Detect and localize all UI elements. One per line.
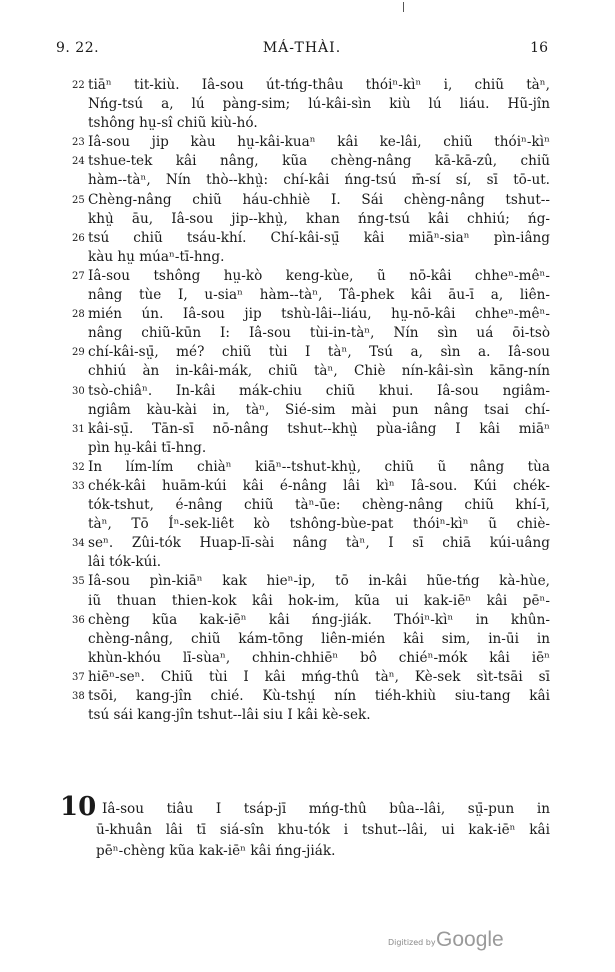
verse-number: 32 <box>72 461 85 473</box>
line-text: seⁿ. Zûi-tók Huap-lī-sài nâng tàⁿ, I sī chiā kúi-uâng <box>88 535 550 552</box>
digitized-label: Digitized by <box>388 938 436 947</box>
text-line <box>0 343 615 362</box>
text-line <box>0 534 615 553</box>
text-line <box>0 95 615 114</box>
verse-number: 28 <box>72 309 85 321</box>
line-text: kàu hṳ múaⁿ-tī-hng. <box>88 248 225 265</box>
line-text: hàm--tàⁿ, Nín thò--khṳ̀: chí-kâi ńng-tsú m̄-sí sí, sī tō-ut. <box>88 172 550 189</box>
line-text: Nńg-tsú a, lú pàng-sim; lú-kâi-sìn kiù lú liáu. Hũ-jîn <box>88 96 550 113</box>
scan-mark <box>403 2 404 12</box>
text-line <box>0 649 615 668</box>
text-line <box>0 592 615 611</box>
line-text: lâi tók-kúi. <box>88 554 162 571</box>
chapter-number: 10 <box>60 792 97 822</box>
verse-number: 24 <box>72 156 85 168</box>
verse-number: 23 <box>72 137 85 149</box>
line-text: khṳ̀ āu, Iâ-sou jip--khṳ̀, khan ńng-tsú kâi chhiú; ńg- <box>88 210 550 227</box>
text-line <box>0 324 615 343</box>
text-line <box>0 630 615 649</box>
line-text: tiāⁿ tit-kiù. Iâ-sou út-tńg-thâu thóiⁿ-kìⁿ i, chiũ tàⁿ, <box>88 77 550 93</box>
verse-number: 31 <box>72 423 85 435</box>
line-text: tshông hṳ-sî chiũ kiù-hó. <box>88 115 258 132</box>
line-text: nâng chiũ-kūn I: Iâ-sou tùi-in-tàⁿ, Nín sìn uá ōi-tsò <box>88 325 550 342</box>
chapter-line: Iâ-sou tiâu I tsáp-jī mńg-thû bûa--lâi, sṳ̄-pun in <box>102 801 550 817</box>
book-title: MÁ-THÀI. <box>262 40 342 56</box>
line-text: In lím-lím chiàⁿ kiāⁿ--tshut-khṳ̀, chiũ ũ nâng tùa <box>88 458 550 475</box>
line-text: chèng kũa kak-iēⁿ kâi ńng-jiák. Thóiⁿ-kìⁿ in khûn- <box>88 611 550 628</box>
line-text: tsò-chiâⁿ. In-kâi mák-chiu chiũ khui. Iâ-sou ngiâm- <box>88 382 550 399</box>
text-line <box>0 439 615 458</box>
verse-number: 36 <box>72 614 85 626</box>
text-line <box>0 572 615 591</box>
line-text: iũ thuan thien-kok kâi hok-im, kũa ui kak-iēⁿ kâi pēⁿ- <box>88 592 550 609</box>
text-line <box>0 382 615 401</box>
line-text: chék-kâi huām-kúi kâi é-nâng lâi kìⁿ Iâ-sou. Kúi chék- <box>88 477 550 494</box>
text-line <box>0 477 615 496</box>
text-line <box>0 362 615 381</box>
text-line <box>0 420 615 439</box>
text-line <box>0 668 615 687</box>
line-text: kâi-sṳ̄. Tān-sī nō-nâng tshut--khṳ̀ pùa-iâng I kâi miāⁿ <box>88 420 550 437</box>
verse-number: 30 <box>72 385 85 397</box>
text-line <box>0 305 615 324</box>
google-logo: Google <box>436 928 504 951</box>
chapter-line: pēⁿ-chèng kũa kak-iēⁿ kâi ńng-jiák. <box>96 843 336 859</box>
text-line <box>0 171 615 190</box>
verse-number: 25 <box>72 194 85 206</box>
text-line <box>0 114 615 133</box>
verse-number: 38 <box>72 691 85 702</box>
text-line <box>0 687 615 706</box>
text-line <box>0 248 615 267</box>
line-text: tsōi, kang-jîn chié. Kù-tshṳ́ nín tiéh-khiù siu-tang kâi <box>88 688 550 704</box>
verse-number: 22 <box>72 80 85 91</box>
line-text: khùn-khóu lī-sùaⁿ, chhin-chhiēⁿ bô chiéⁿ-mók kâi iēⁿ <box>88 649 550 666</box>
text-line <box>0 458 615 477</box>
verse-text <box>0 76 615 725</box>
chapter-verse-ref: 9. 22. <box>56 40 100 56</box>
text-line <box>0 267 615 286</box>
line-text: Iâ-sou pìn-kiāⁿ kak hieⁿ-ip, tō in-kâi hũe-tńg kà-hùe, <box>88 573 550 590</box>
line-text: tsú chiũ tsáu-khí. Chí-kâi-sṳ̄ kâi miāⁿ-siaⁿ pìn-iâng <box>88 229 550 246</box>
line-text: Iâ-sou jip kàu hṳ-kâi-kuaⁿ kâi ke-lâi, chiũ thóiⁿ-kìⁿ <box>88 134 550 151</box>
verse-number: 37 <box>72 671 85 683</box>
text-line <box>0 496 615 515</box>
line-text: ngiâm kàu-kài in, tàⁿ, Sié-sim mài pun nâng tsai chí- <box>88 401 550 418</box>
line-text: nâng tùe I, u-siaⁿ hàm--tàⁿ, Tâ-phek kâi āu-ī a, liên- <box>88 287 550 304</box>
verse-number: 29 <box>72 347 85 359</box>
text-line <box>0 286 615 305</box>
line-text: chí-kâi-sṳ̄, mé? chiũ tùi I tàⁿ, Tsú a, sìn a. Iâ-sou <box>88 344 550 361</box>
line-text: tsú sái kang-jîn tshut--lâi siu I kâi kè-sek. <box>88 707 371 724</box>
page-number: 16 <box>530 40 548 56</box>
verse-number: 33 <box>72 480 85 492</box>
line-text: chhiú àn in-kâi-mák, chiũ tàⁿ, Chiè nín-kâi-sìn kāng-nín <box>88 363 550 380</box>
line-text: Chèng-nâng chiũ háu-chhiè I. Sái chèng-nâng tshut-- <box>88 191 550 208</box>
line-text: tók-tshut, é-nâng chiũ tàⁿ-ūe: chèng-nâng chiũ khí-ī, <box>88 497 550 514</box>
line-text: tàⁿ, Tō Íⁿ-sek-liêt kò tshông-bùe-pat thóiⁿ-kìⁿ ũ chiè- <box>88 516 550 533</box>
line-text: pìn hṳ-kâi tī-hng. <box>88 439 207 456</box>
verse-number: 27 <box>72 270 85 282</box>
verse-number: 34 <box>72 538 85 550</box>
text-line <box>0 229 615 248</box>
verse-number: 26 <box>72 232 85 244</box>
line-text: hiēⁿ-seⁿ. Chiũ tùi I kâi mńg-thû tàⁿ, Kè-sek sìt-tsāi sī <box>88 668 550 685</box>
line-text: Iâ-sou tshông hṳ-kò keng-kùe, ũ nō-kâi chheⁿ-mêⁿ- <box>88 267 550 284</box>
text-line <box>0 210 615 229</box>
text-line <box>0 133 615 152</box>
text-line <box>0 152 615 171</box>
text-line <box>0 401 615 420</box>
text-line <box>0 191 615 210</box>
text-line <box>0 76 615 95</box>
text-line <box>0 515 615 534</box>
page-header <box>56 40 548 64</box>
text-line <box>0 706 615 725</box>
line-text: chèng-nâng, chiũ kám-tōng liên-mién kâi sim, in-ūi in <box>88 630 550 647</box>
verse-number: 35 <box>72 576 85 588</box>
line-text: mién ún. Iâ-sou jip tshù-lâi--liáu, hṳ-nō-kâi chheⁿ-mêⁿ- <box>88 306 550 323</box>
text-line <box>0 553 615 572</box>
line-text: tshue-tek kâi nâng, kũa chèng-nâng kā-kā-zû, chiũ <box>88 153 550 170</box>
chapter-line: ū-khuân lâi tī siá-sîn khu-tók i tshut--lâi, ui kak-iēⁿ kâi <box>96 822 550 838</box>
text-line <box>0 611 615 630</box>
